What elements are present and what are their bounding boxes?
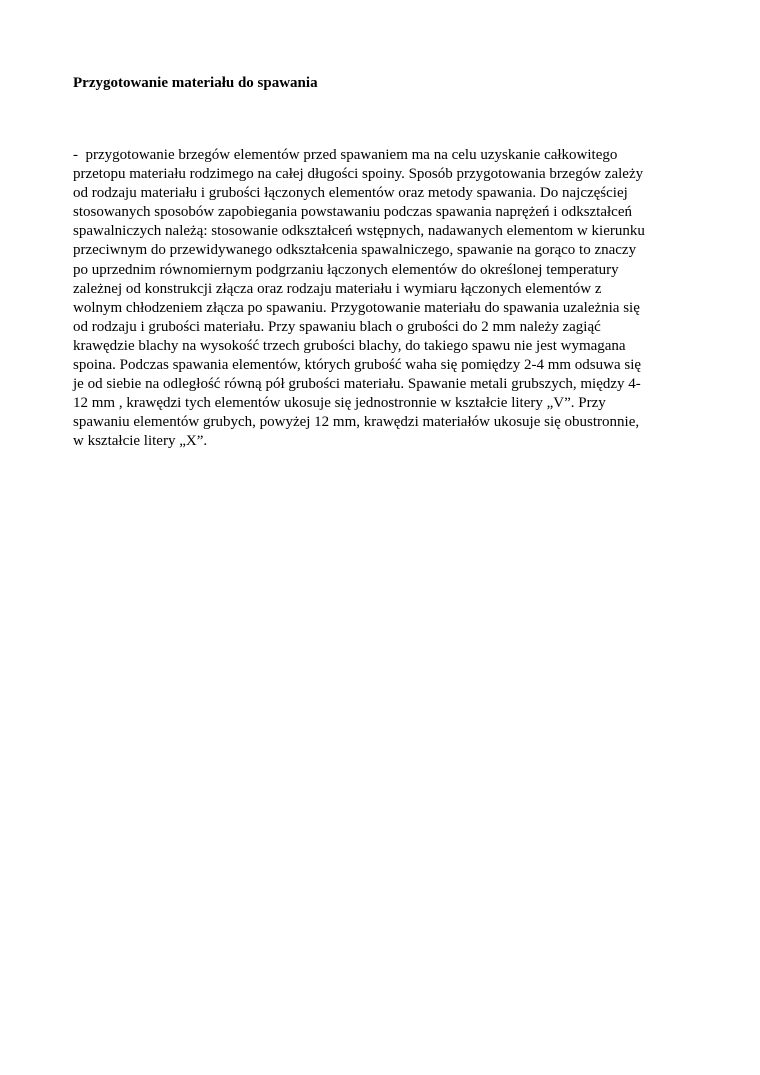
body-line: przetopu materiału rodzimego na całej długości spoiny. Sposób przygotowania brzegów zależy [73,166,644,183]
body-line: po uprzednim równomiernym podgrzaniu łączonych elementów do określonej temperatury [73,261,619,278]
body-line: 12 mm , krawędzi tych elementów ukosuje się jednostronnie w kształcie litery „V”. Przy [73,395,606,412]
body-line: wolnym chłodzeniem złącza po spawaniu. Przygotowanie materiału do spawania uzależnia się [73,299,640,316]
body-line: spawalniczych należą: stosowanie odkształceń wstępnych, nadawanych elementom w kierunku [73,223,645,240]
body-line: krawędzie blachy na wysokość trzech grubości blachy, do takiego spawu nie jest wymagana [73,337,626,354]
body-line: spoina. Podczas spawania elementów, których grubość waha się pomiędzy 2-4 mm odsuwa się [73,357,642,374]
body-line: od rodzaju materiału i grubości łączonych elementów oraz metody spawania. Do najczęściej [73,185,628,202]
document-body [73,146,693,452]
body-line: zależnej od konstrukcji złącza oraz rodzaju materiału i wymiaru łączonych elementów z [73,280,602,297]
body-line: przeciwnym do przewidywanego odkształcenia spawalniczego, spawanie na gorąco to znaczy [73,242,637,259]
body-line: spawaniu elementów grubych, powyżej 12 mm, krawędzi materiałów ukosuje się obustronnie, [73,414,640,431]
body-line: - przygotowanie brzegów elementów przed spawaniem ma na celu uzyskanie całkowitego [73,147,618,163]
body-line: stosowanych sposobów zapobiegania powstawaniu podczas spawania naprężeń i odkształceń [73,204,632,221]
body-line: w kształcie litery „X”. [73,433,208,450]
body-line: je od siebie na odległość równą pół grubości materiału. Spawanie metali grubszych, między 4- [73,376,641,393]
document-title: Przygotowanie materiału do spawania [73,75,318,91]
body-line: od rodzaju i grubości materiału. Przy spawaniu blach o grubości do 2 mm należy zagiąć [73,318,601,335]
